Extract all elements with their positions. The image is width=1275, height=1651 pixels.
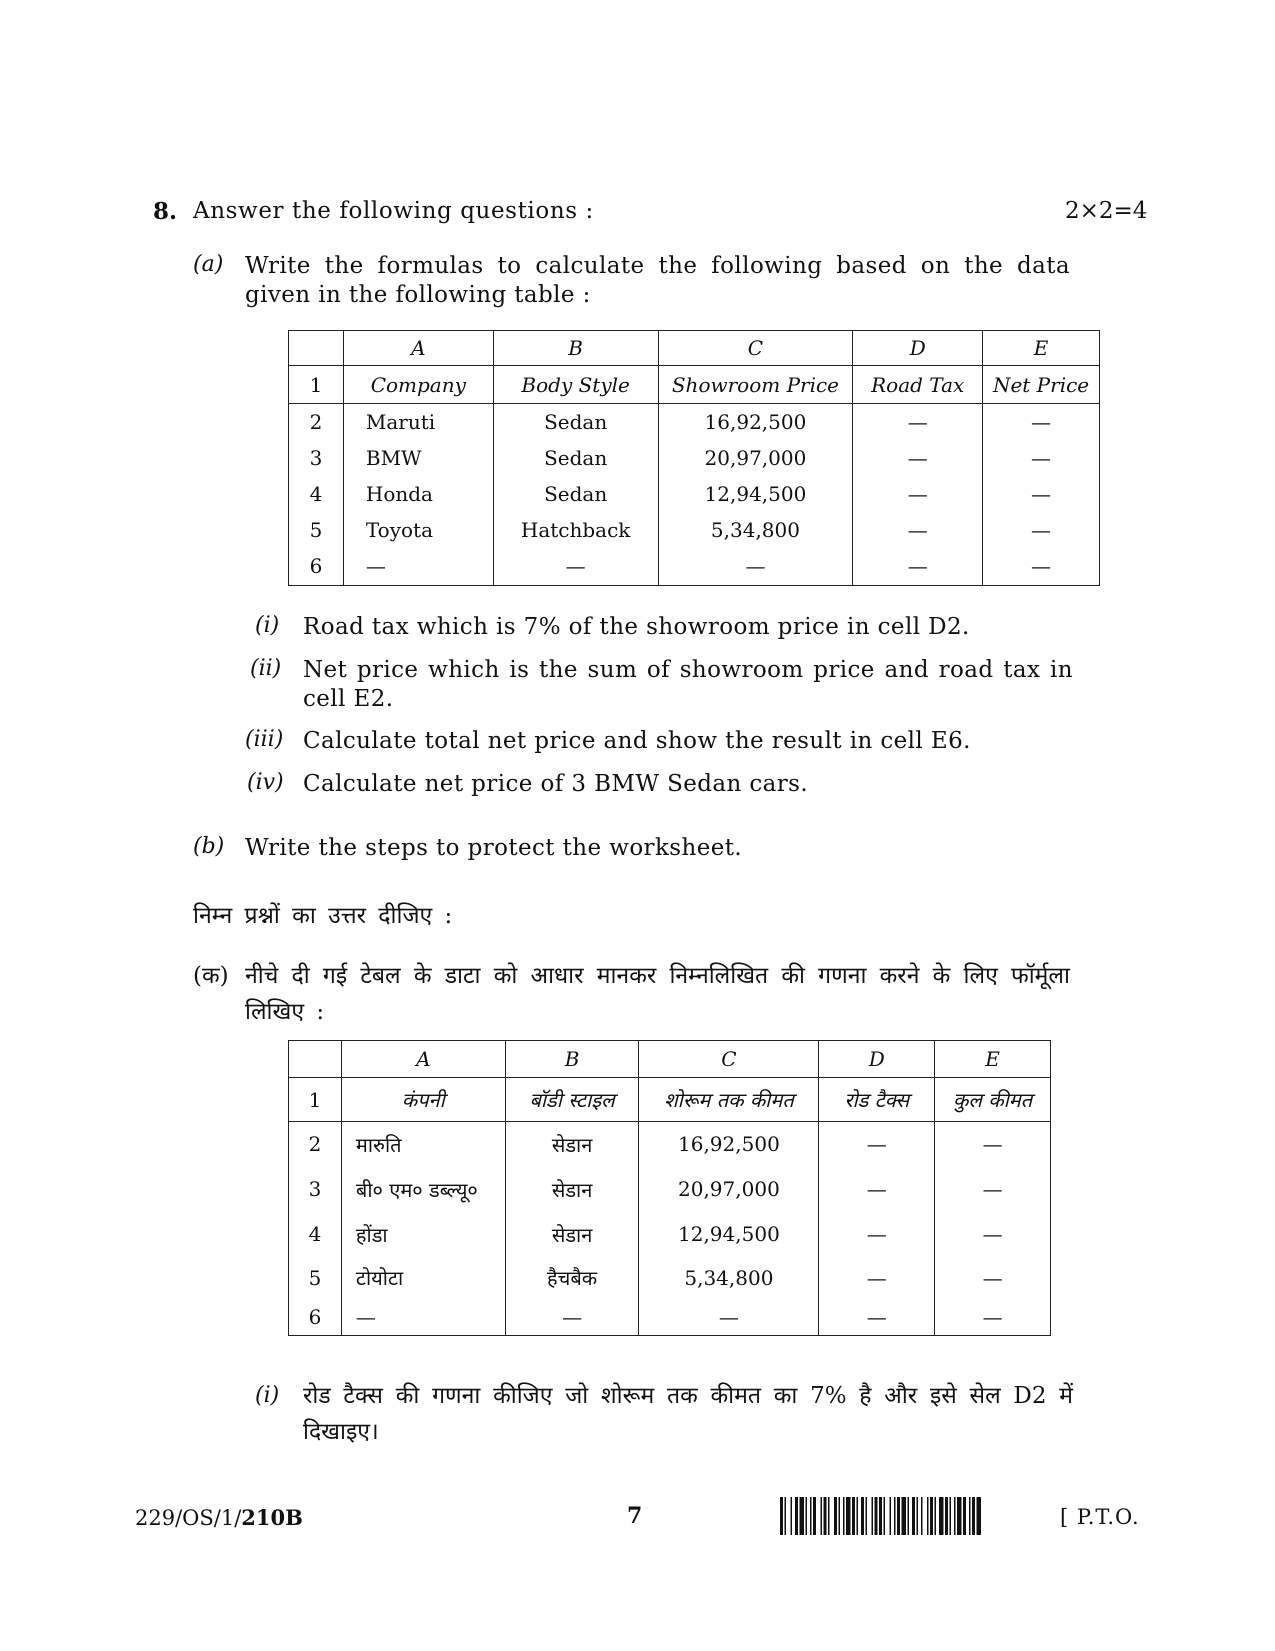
column-letter: D — [819, 1041, 935, 1078]
table-cell: बी० एम० डब्ल्यू० — [341, 1167, 505, 1212]
row-number: 5 — [289, 1257, 342, 1299]
table-row — [289, 512, 1100, 548]
row-number: 6 — [289, 548, 344, 586]
part-a-label: (a) — [193, 252, 224, 277]
table-cell: — — [853, 440, 983, 476]
table-cell: — — [935, 1122, 1051, 1167]
table-cell: — — [935, 1167, 1051, 1212]
table-cell: हैचबैक — [505, 1257, 639, 1299]
sub-question-label: (i) — [255, 613, 280, 638]
sub-question-label: (iii) — [245, 727, 284, 752]
table-cell: — — [341, 1299, 505, 1336]
sub-question-text: Road tax which is 7% of the showroom price in cell D2. — [303, 614, 970, 640]
paper-code-prefix: 229/OS/1/ — [135, 1506, 242, 1530]
table-cell: सेडान — [505, 1167, 639, 1212]
table-cell: टोयोटा — [341, 1257, 505, 1299]
header-cell: Showroom Price — [658, 366, 853, 404]
table-cell: सेडान — [505, 1212, 639, 1257]
header-cell: बॉडी स्टाइल — [505, 1078, 639, 1122]
table-cell: 16,92,500 — [658, 404, 853, 440]
row-number: 3 — [289, 1167, 342, 1212]
row-number: 4 — [289, 1212, 342, 1257]
table-cell: 20,97,000 — [658, 440, 853, 476]
row-number: 1 — [289, 1078, 342, 1122]
header-cell: कंपनी — [341, 1078, 505, 1122]
header-cell: रोड टैक्स — [819, 1078, 935, 1122]
table-cell: — — [853, 512, 983, 548]
paper-code — [135, 1505, 303, 1530]
row-number: 5 — [289, 512, 344, 548]
table-cell: 12,94,500 — [658, 476, 853, 512]
table-row — [289, 548, 1100, 586]
header-cell: शोरूम तक कीमत — [639, 1078, 819, 1122]
page-number: 7 — [627, 1503, 643, 1529]
table-cell: — — [819, 1167, 935, 1212]
table-cell: — — [935, 1257, 1051, 1299]
sub-question-text: Net price which is the sum of showroom price and road tax in cell E2. — [303, 657, 1073, 712]
column-letter: A — [343, 331, 493, 366]
table-cell: — — [819, 1212, 935, 1257]
table-cell: — — [658, 548, 853, 586]
table-cell: 16,92,500 — [639, 1122, 819, 1167]
table-cell: — — [819, 1299, 935, 1336]
table-cell: — — [983, 512, 1100, 548]
table-cell: — — [935, 1212, 1051, 1257]
hindi-part-a-text: नीचे दी गई टेबल के डाटा को आधार मानकर निम्नलिखित की गणना करने के लिए फॉर्मूला लिखिए : — [245, 963, 1070, 1025]
sub-question-label: (iv) — [247, 770, 284, 795]
table-cell: — — [493, 548, 658, 586]
table-cell: Sedan — [493, 404, 658, 440]
table-cell: — — [819, 1257, 935, 1299]
table-row — [289, 1299, 1051, 1336]
corner-cell — [289, 331, 344, 366]
table-cell: 20,97,000 — [639, 1167, 819, 1212]
table-cell: — — [853, 476, 983, 512]
table-cell: — — [983, 404, 1100, 440]
table-row — [289, 404, 1100, 440]
table-cell: 5,34,800 — [639, 1257, 819, 1299]
table-cell: — — [935, 1299, 1051, 1336]
table-cell: — — [983, 548, 1100, 586]
table-cell: मारुति — [341, 1122, 505, 1167]
column-letter: D — [853, 331, 983, 366]
hindi-sub-question-text: रोड टैक्स की गणना कीजिए जो शोरूम तक कीमत का 7% है और इसे सेल D2 में दिखाइए। — [303, 1383, 1073, 1445]
corner-cell — [289, 1041, 342, 1078]
table-row — [289, 476, 1100, 512]
column-letter: C — [658, 331, 853, 366]
column-letter: A — [341, 1041, 505, 1078]
table-cell: सेडान — [505, 1122, 639, 1167]
barcode-icon — [780, 1497, 1038, 1535]
question-marks: 2×2=4 — [1065, 198, 1148, 224]
row-number: 3 — [289, 440, 344, 476]
question-number: 8. — [153, 198, 178, 225]
table-row — [289, 1122, 1051, 1167]
table-row — [289, 1167, 1051, 1212]
header-cell: Body Style — [493, 366, 658, 404]
table-cell: Toyota — [343, 512, 493, 548]
table-row — [289, 1257, 1051, 1299]
hindi-prompt: निम्न प्रश्नों का उत्तर दीजिए : — [193, 903, 453, 929]
table-cell: BMW — [343, 440, 493, 476]
table-row — [289, 1212, 1051, 1257]
spreadsheet-table-english — [288, 330, 1100, 586]
table-cell: — — [983, 440, 1100, 476]
sub-question-text: Calculate net price of 3 BMW Sedan cars. — [303, 771, 809, 797]
row-number: 2 — [289, 404, 344, 440]
table-cell: — — [505, 1299, 639, 1336]
column-letters-row — [289, 1041, 1051, 1078]
table-cell: — — [853, 548, 983, 586]
column-letter: C — [639, 1041, 819, 1078]
part-a-text: Write the formulas to calculate the following based on the data given in the following table : — [245, 253, 1070, 308]
row-number: 4 — [289, 476, 344, 512]
table-row — [289, 440, 1100, 476]
header-row — [289, 366, 1100, 404]
row-number: 2 — [289, 1122, 342, 1167]
table-cell: — — [639, 1299, 819, 1336]
header-cell: Road Tax — [853, 366, 983, 404]
column-letter: B — [505, 1041, 639, 1078]
column-letters-row — [289, 331, 1100, 366]
row-number: 6 — [289, 1299, 342, 1336]
part-b-text: Write the steps to protect the worksheet. — [245, 835, 743, 861]
hindi-sub-question-label: (i) — [255, 1383, 280, 1408]
table-cell: — — [343, 548, 493, 586]
header-cell: कुल कीमत — [935, 1078, 1051, 1122]
table-cell: 5,34,800 — [658, 512, 853, 548]
sub-question-text: Calculate total net price and show the result in cell E6. — [303, 728, 971, 754]
table-cell: Hatchback — [493, 512, 658, 548]
row-number: 1 — [289, 366, 344, 404]
spreadsheet-table-hindi — [288, 1040, 1051, 1336]
pto-label: [ P.T.O. — [1060, 1505, 1140, 1529]
table-cell: 12,94,500 — [639, 1212, 819, 1257]
header-cell: Net Price — [983, 366, 1100, 404]
table-cell: — — [853, 404, 983, 440]
column-letter: E — [935, 1041, 1051, 1078]
column-letter: B — [493, 331, 658, 366]
column-letter: E — [983, 331, 1100, 366]
table-cell: Honda — [343, 476, 493, 512]
header-cell: Company — [343, 366, 493, 404]
part-b-label: (b) — [193, 834, 225, 859]
table-cell: होंडा — [341, 1212, 505, 1257]
table-cell: Sedan — [493, 440, 658, 476]
hindi-part-a-label: (क) — [193, 963, 229, 989]
question-prompt: Answer the following questions : — [193, 198, 594, 224]
header-row — [289, 1078, 1051, 1122]
table-cell: — — [983, 476, 1100, 512]
paper-code-suffix: 210B — [241, 1505, 303, 1530]
table-cell: Sedan — [493, 476, 658, 512]
sub-question-label: (ii) — [250, 656, 282, 681]
table-cell: — — [819, 1122, 935, 1167]
table-cell: Maruti — [343, 404, 493, 440]
